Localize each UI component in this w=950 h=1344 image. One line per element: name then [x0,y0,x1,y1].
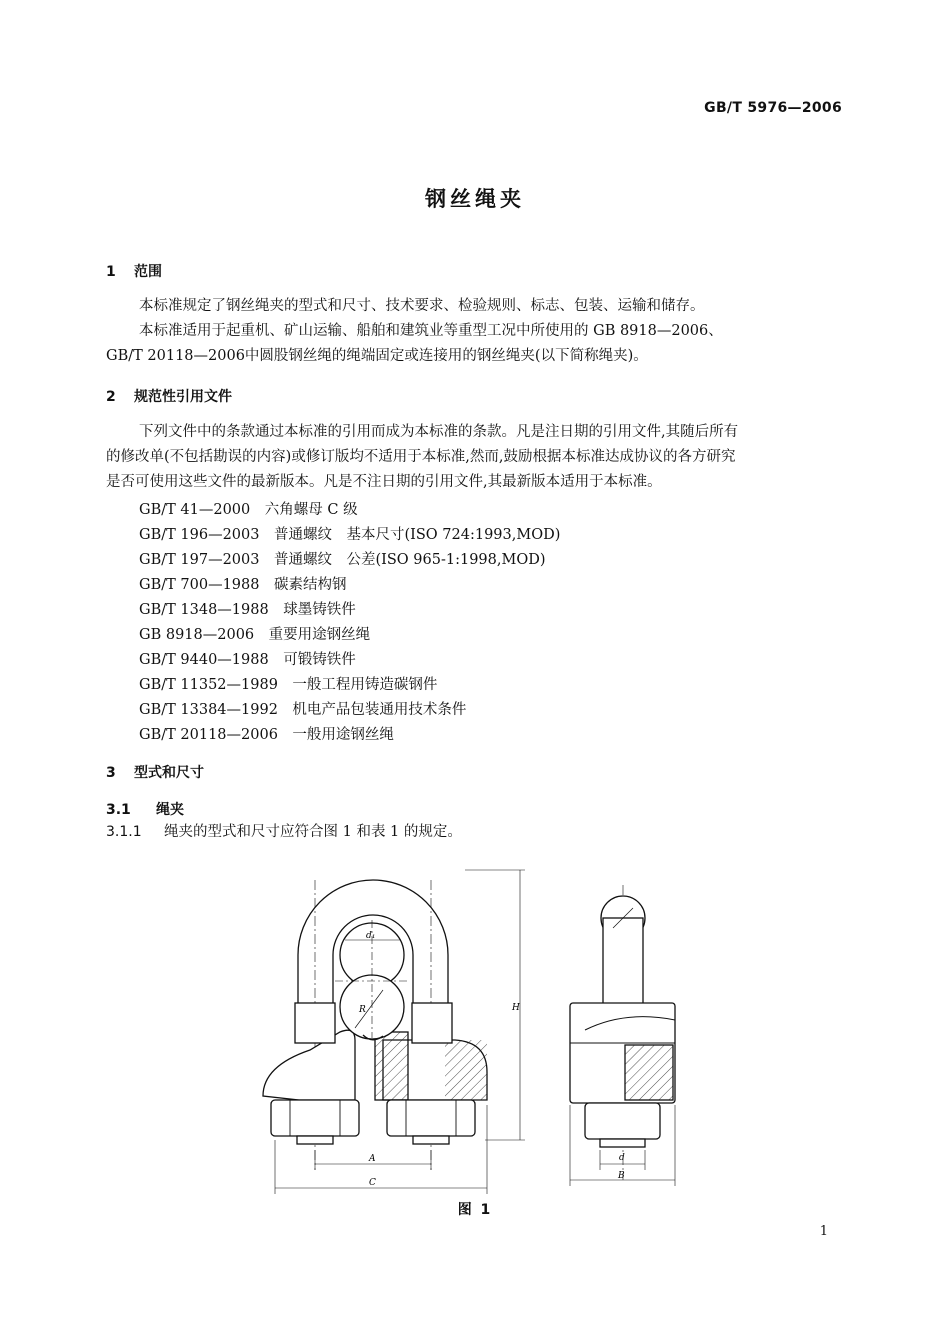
references-intro-line-1: 下列文件中的条款通过本标准的引用而成为本标准的条款。凡是注日期的引用文件,其随后所有 [139,424,739,440]
document-title: 钢丝绳夹 [425,187,525,211]
references-intro-line-2: 的修改单(不包括勘误的内容)或修订版均不适用于本标准,然而,鼓励根据本标准达成协议的各方研究 [106,449,736,465]
side-rod [603,918,643,1008]
scope-paragraph-2-line-2: GB/T 20118—2006中圆股钢丝绳的绳端固定或连接用的钢丝绳夹(以下简称绳夹)。 [106,348,648,364]
subsection-3-1-number: 3.1 [106,802,131,818]
section-3-title: 型式和尺寸 [134,765,204,781]
references-intro-line-3: 是否可使用这些文件的最新版本。凡是不注日期的引用文件,其最新版本适用于本标准。 [106,474,662,490]
section-3-number: 3 [106,765,116,781]
section-2-heading [106,386,232,406]
front-view [263,870,525,1194]
side-view [570,885,675,1186]
section-2-number: 2 [106,389,116,405]
saddle-block [412,1003,452,1043]
clause-3-1-1-number: 3.1.1 [106,824,142,840]
section-2-title: 规范性引用文件 [134,389,232,405]
label-b: B [618,1171,625,1181]
label-d1: d₁ [366,931,376,941]
subsection-3-1-heading [106,799,184,819]
reference-item: GB/T 41—2000 六角螺母 C 级 [139,502,358,518]
reference-item: GB 8918—2006 重要用途钢丝绳 [139,627,371,643]
section-1-title: 范围 [134,264,162,280]
section-1-heading [106,261,162,281]
reference-item: GB/T 700—1988 碳素结构钢 [139,577,347,593]
label-r: R [359,1005,366,1015]
reference-item: GB/T 11352—1989 一般工程用铸造碳钢件 [139,677,438,693]
saddle-hatch [375,1032,408,1100]
label-h: H [512,1003,520,1013]
figure-1-drawing [255,860,695,1200]
label-d: d [619,1153,625,1163]
scope-paragraph-2-line-1: 本标准适用于起重机、矿山运输、船舶和建筑业等重型工况中所使用的 GB 8918—2006、 [139,323,723,339]
reference-item: GB/T 9440—1988 可锻铸铁件 [139,652,356,668]
clause-3-1-1 [106,820,462,845]
figure-caption: 图 1 [457,1202,493,1218]
page-number: 1 [819,1224,828,1239]
side-body-hatch [625,1045,673,1100]
scope-paragraph-1: 本标准规定了钢丝绳夹的型式和尺寸、技术要求、检验规则、标志、包装、运输和储存。 [139,298,705,314]
clause-3-1-1-text: 绳夹的型式和尺寸应符合图 1 和表 1 的规定。 [164,824,462,840]
section-3-heading [106,762,204,782]
saddle-block [295,1003,335,1043]
reference-item: GB/T 20118—2006 一般用途钢丝绳 [139,727,394,743]
subsection-3-1-title: 绳夹 [156,802,184,818]
reference-item: GB/T 13384—1992 机电产品包装通用技术条件 [139,702,467,718]
reference-item: GB/T 1348—1988 球墨铸铁件 [139,602,356,618]
label-c: C [369,1178,376,1188]
nut-right [387,1100,475,1136]
nut-left [271,1100,359,1136]
reference-item: GB/T 196—2003 普通螺纹 基本尺寸(ISO 724:1993,MOD) [139,527,561,543]
label-a: A [369,1154,376,1164]
standard-code: GB/T 5976—2006 [704,100,842,116]
saddle-hatch [445,1040,487,1100]
section-1-number: 1 [106,264,116,280]
side-nut [585,1103,660,1139]
reference-item: GB/T 197—2003 普通螺纹 公差(ISO 965-1:1998,MOD) [139,552,546,568]
